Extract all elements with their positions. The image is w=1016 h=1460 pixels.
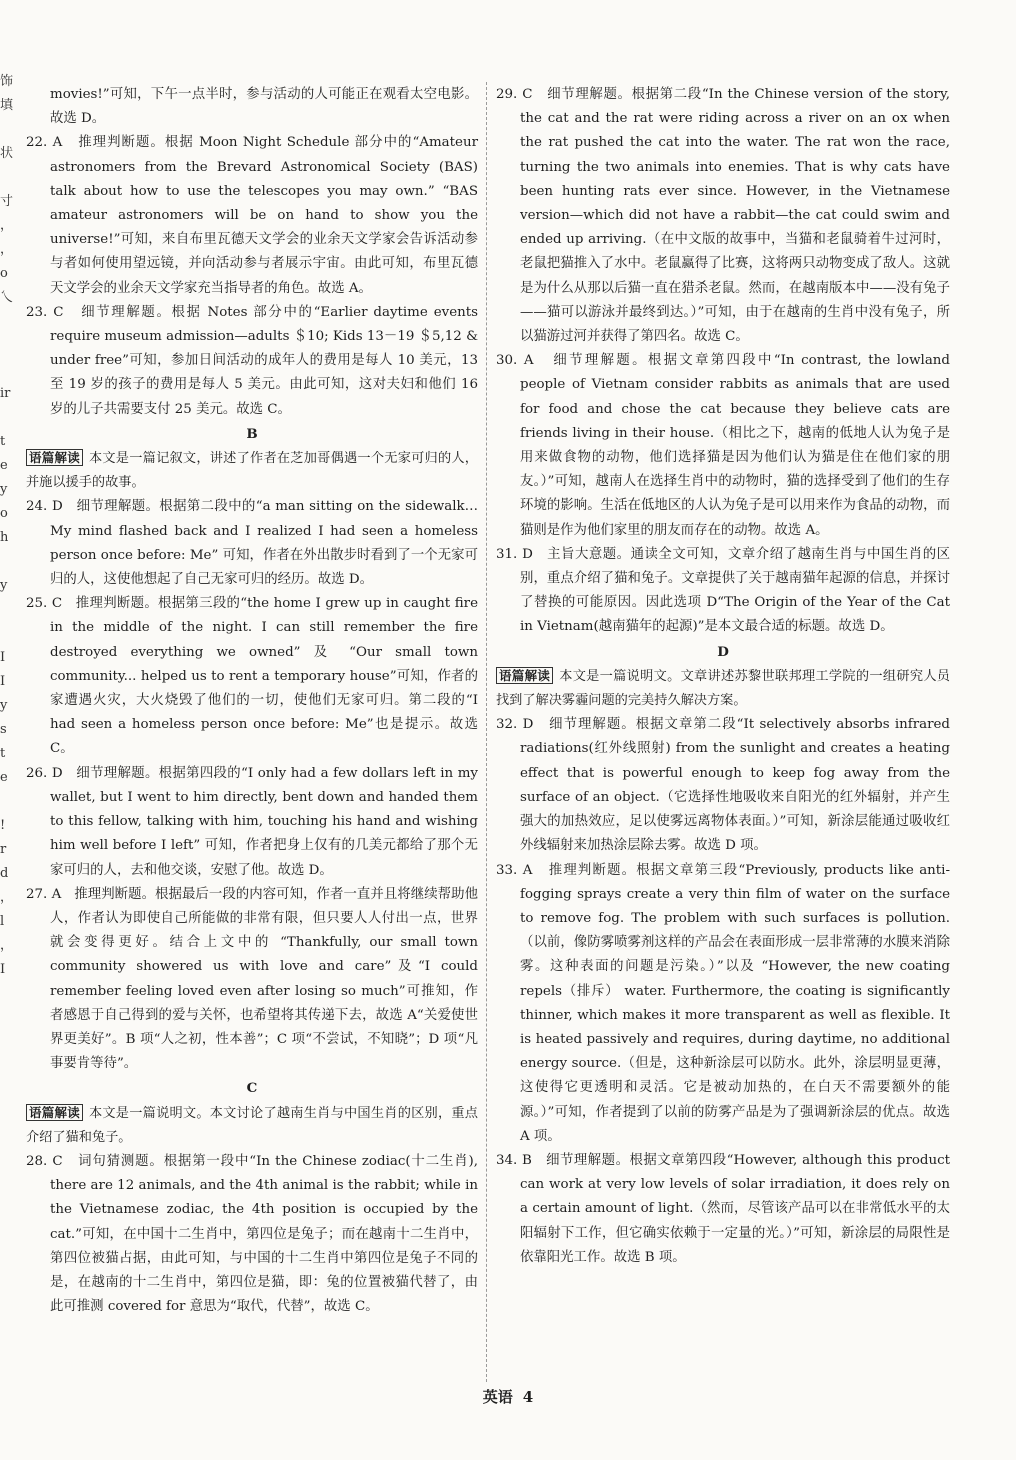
answer-explanation [26,1150,478,1319]
answer-text: 根据文章第四段“However, although this product can work at very low levels of solar irradiation, it does rely on a certain amount of light.（然而，尽管该产品可以在非常低水平的太阳辐射下工作，但它确实依赖于一定量的光。）”可知，新涂层的局限性是依靠阳光工作。故选 B 项。 [520,1152,950,1265]
answer-text: 根据 Moon Night Schedule 部分中的“Amateur astronomers from the Brevard Astronomical Society (BAS) talk about how to use the telescopes you may own.” “BAS amateur astronomers will be on hand to show you the universe!”可知，来自布里瓦德天文学会的业余天文学家会告诉活动参与者如何使用望远镜，并向活动参与者展示宇宙。由此可知，布里瓦德天文学会的业余天文学家充当指导者的角色。故选 A。 [50,135,478,296]
answer-head: 34. B 细节理解题。 [496,1152,630,1168]
section-heading: D [717,643,729,660]
gutter-char [0,1006,16,1030]
answer-explanation [26,883,478,1077]
passage-summary [26,446,478,495]
gutter-char: e [0,458,8,473]
gutter-char: r [0,842,7,857]
gutter-char [0,166,16,190]
answer-text: 根据第三段的“the home I grew up in caught fire in the middle of the night. I can still remember the fire destroyed everything we owned” 及 “Our small town community... helped us to rent a temporary house”可知，作者的家遭遇火灾，大火烧毁了他们的一切，使他们无家可归。第二段的“I had seen a homeless person once before: Me”也是提示。故选 C。 [50,596,478,757]
gutter-char [0,982,16,1006]
answer-head: 30. A 细节理解题。 [496,353,648,369]
answer-head: 28. C 词句猜测题。 [26,1153,164,1169]
gutter-char [0,358,16,382]
answer-head: 32. D 细节理解题。 [496,717,636,733]
answer-text: 根据最后一段的内容可知，作者一直并且将继续帮助他人，作者认为即使自己所能做的非常有限，但只要人人付出一点，世界就会变得更好。结合上文中的 “Thankfully, our small town community showered us with love and care”及“I could remember feeling loved even after losing so much”可推知，作者感恩于自己得到的爱与关怀，也希望将其传递下去，故选 A“关爱使世界更美好”。B 项“人之初，性本善”；C 项“不尝试，不知晓”；D 项“凡事要肯等待”。 [50,886,478,1072]
gutter-char: h [0,530,9,545]
gutter-char: l [0,914,5,929]
section-heading: B [246,425,258,442]
answer-text: 根据第四段的“I only had a few dollars left in my wallet, but I went to him directly, bent down and handed them to this fellow, talking with him, touching his hand and wishing him well before I left” 可知，作者把身上仅有的几美元都给了那个无家可归的人，去和他交谈，安慰了他。故选 D。 [50,765,478,878]
gutter-char [0,1126,16,1150]
answer-text: 根据第二段“In the Chinese version of the story, the cat and the rat were riding across a river on an ox when the rat pushed the cat into the water. The rat won the race, turning the two animals into enemies. That is why cats have been hunting rats ever since. However, in the Vietnamese version—which did not have a rabbit—the cat could swim and ended up arriving.（在中文版的故事中，当猫和老鼠骑着牛过河时，老鼠把猫推入了水中。老鼠赢得了比赛，这将两只动物变成了敌人。这就是为什么从那以后猫一直在猎杀老鼠。然而，在越南版本中——没有兔子——猫可以游泳并最终到达。）”可知，由于在越南的生肖中没有兔子，所以猫游过河并获得了第四名。故选 C。 [520,87,950,345]
gutter-char [0,1030,16,1054]
gutter-char: ， [0,218,14,233]
answer-head: 26. D 细节理解题。 [26,765,159,781]
gutter-char [0,1102,16,1126]
gutter-char [0,622,16,646]
answer-explanation [496,349,950,543]
answer-head: 24. D 细节理解题。 [26,499,160,515]
gutter-char: 寸 [0,194,14,209]
binding-margin-fragments [0,70,16,1390]
gutter-char [0,406,16,430]
gutter-char: e [0,770,8,785]
passage-summary [496,664,950,713]
gutter-char [0,310,16,334]
gutter-char: d [0,866,9,881]
gutter-char: o [0,266,8,281]
gutter-char: t [0,434,6,449]
answer-head: 23. C 细节理解题。 [26,304,172,320]
answer-head: 25. C 推理判断题。 [26,596,159,612]
gutter-char [0,790,16,814]
summary-tag: 语篇解读 [26,1104,83,1121]
gutter-char: y [0,578,8,593]
answer-head: 27. A 推理判断题。 [26,886,156,902]
gutter-char: y [0,698,8,713]
gutter-char [0,118,16,142]
gutter-char: 乀 [0,290,14,305]
right-column [496,83,950,1270]
gutter-char [0,550,16,574]
gutter-char: ! [0,818,6,833]
gutter-char: t [0,746,6,761]
gutter-char: y [0,482,8,497]
column-divider [486,82,487,1382]
gutter-char [0,598,16,622]
summary-text: 本文是一篇说明文。本文讨论了越南生肖与中国生肖的区别，重点介绍了猫和兔子。 [26,1105,478,1145]
continued-text: movies!”可知，下午一点半时，参与活动的人可能正在观看太空电影。故选 D。 [50,87,478,127]
answer-explanation [496,859,950,1149]
page-footer [0,1386,1016,1407]
gutter-char: o [0,506,8,521]
gutter-char [0,1054,16,1078]
footer-subject: 英语 [482,1388,513,1406]
gutter-char: ， [0,890,14,905]
gutter-char: I [0,650,6,665]
summary-text: 本文是一篇说明文。文章讲述苏黎世联邦理工学院的一组研究人员找到了解决雾霾问题的完美持久解决方案。 [496,668,950,709]
answer-head: 33. A 推理判断题。 [496,862,637,878]
gutter-char [0,334,16,358]
gutter-char [0,1198,16,1222]
answer-head: 22. A 推理判断题。 [26,135,165,151]
gutter-char [0,1222,16,1246]
answer-text: 根据文章第四段中“In contrast, the lowland people of Vietnam consider rabbits as animals that are used for food and chose the cat because they believe cats are friends living in their house.（相比之下，越南的低地人认为兔子是用来做食物的动物，他们选择猫是因为他们认为猫是住在他们家的朋友。）”可知，越南人在选择生肖中的动物时，猫的选择受到了他们的生存环境的影响。生活在低地区的人认为兔子是可以用来作为食品的动物，而猫则是作为他们家里的朋友而存在的动物。故选 A。 [520,353,951,538]
answer-text: 根据第二段中的“a man sitting on the sidewalk… My mind flashed back and I realized I had seen a homeless person once before: Me” 可知，作者在外出散步时看到了一个无家可归的人，这使他想起了自己无家可归的经历。故选 D。 [50,499,479,588]
gutter-char: 状 [0,146,14,161]
gutter-char: ， [0,242,14,257]
answer-explanation [496,543,950,640]
answer-text: 通读全文可知，文章介绍了越南生肖与中国生肖的区别，重点介绍了猫和兔子。文章提供了关于越南猫年起源的信息，并探讨了替换的可能原因。因此选项 D“The Origin of the Year of the Cat in Vietnam(越南猫年的起源)”是本文最合适的标题。故选 D。 [520,546,950,635]
summary-tag: 语篇解读 [26,449,83,466]
answer-explanation [26,131,478,300]
summary-text: 本文是一篇记叙文，讲述了作者在芝加哥偶遇一个无家可归的人，并施以援手的故事。 [26,451,478,491]
gutter-char [0,1150,16,1174]
page-number: 4 [522,1388,534,1406]
answer-text: 根据 Notes 部分中的“Earlier daytime events require museum admission—adults ＄10; Kids 13－19 ＄5,12 & under free”可知，参加日间活动的成年人的费用是每人 10 美元，13 至 19 岁的孩子的费用是每人 5 美元。由此可知，这对夫妇和他们 16 岁的儿子共需要支付 25 美元。故选 C。 [50,304,478,417]
section-heading: C [246,1080,258,1097]
gutter-char: I [0,962,6,977]
gutter-char [0,1078,16,1102]
left-column [26,83,478,1319]
gutter-char: ir [0,386,11,401]
gutter-char: ， [0,938,14,953]
answer-explanation [26,495,478,592]
answer-text: 根据文章第三段“Previously, products like anti-fogging sprays create a very thin film of water on the surface to remove fog. The problem with such surfaces is pollution.（以前，像防雾喷雾剂这样的产品会在表面形成一层非常薄的水膜来消除雾。这种表面的问题是污染。）”以及 “However, the new coating repels（排斥） water. Furthermore, the coating is significantly thinner, which makes it more transparent as well as flexible. It is heated passively and requires, during daytime, no additional energy source.（但是，这种新涂层可以防水。此外，涂层明显更薄，这使得它更透明和灵活。它是被动加热的，在白天不需要额外的能源。）”可知，作者提到了以前的防雾产品是为了强调新涂层的优点。故选 A 项。 [520,862,950,1144]
gutter-char: 饰 [0,74,14,89]
summary-tag: 语篇解读 [496,667,553,684]
gutter-char: I [0,674,6,689]
answer-text: 根据第一段中“In the Chinese zodiac(十二生肖), there are 12 animals, and the 4th animal is the rabbit; while in the Vietnamese zodiac, the 4th position is occupied by the cat.”可知，在中国十二生肖中，第四位是兔子；而在越南十二生肖中，第四位被猫占据，由此可知，与中国的十二生肖中第四位是兔子不同的是，在越南的十二生肖中，第四位是猫，即：兔的位置被猫代替了，由此可推测 covered for 意思为“取代，代替”，故选 C。 [50,1153,478,1315]
answer-head: 29. C 细节理解题。 [496,87,632,102]
answer-explanation [496,83,950,349]
answer-explanation [496,1149,950,1270]
answer-explanation [26,762,478,883]
answer-head: 31. D 主旨大意题。 [496,546,631,562]
answer-explanation [26,301,478,422]
gutter-char [0,1174,16,1198]
answer-explanation [26,592,478,761]
answer-text: 根据文章第二段“It selectively absorbs infrared radiations(红外线照射) from the sunlight and creates a heating effect that is powerful enough to keep fog away from the surface of an object.（它选择性地吸收来自阳光的红外辐射，并产生强大的加热效应，足以使雾远离物体表面。）”可知，新涂层能通过吸收红外线辐射来加热涂层除去雾。故选 D 项。 [520,717,950,854]
passage-summary [26,1101,478,1150]
gutter-char: 填 [0,98,14,113]
answer-explanation [496,713,950,858]
gutter-char: s [0,722,7,737]
